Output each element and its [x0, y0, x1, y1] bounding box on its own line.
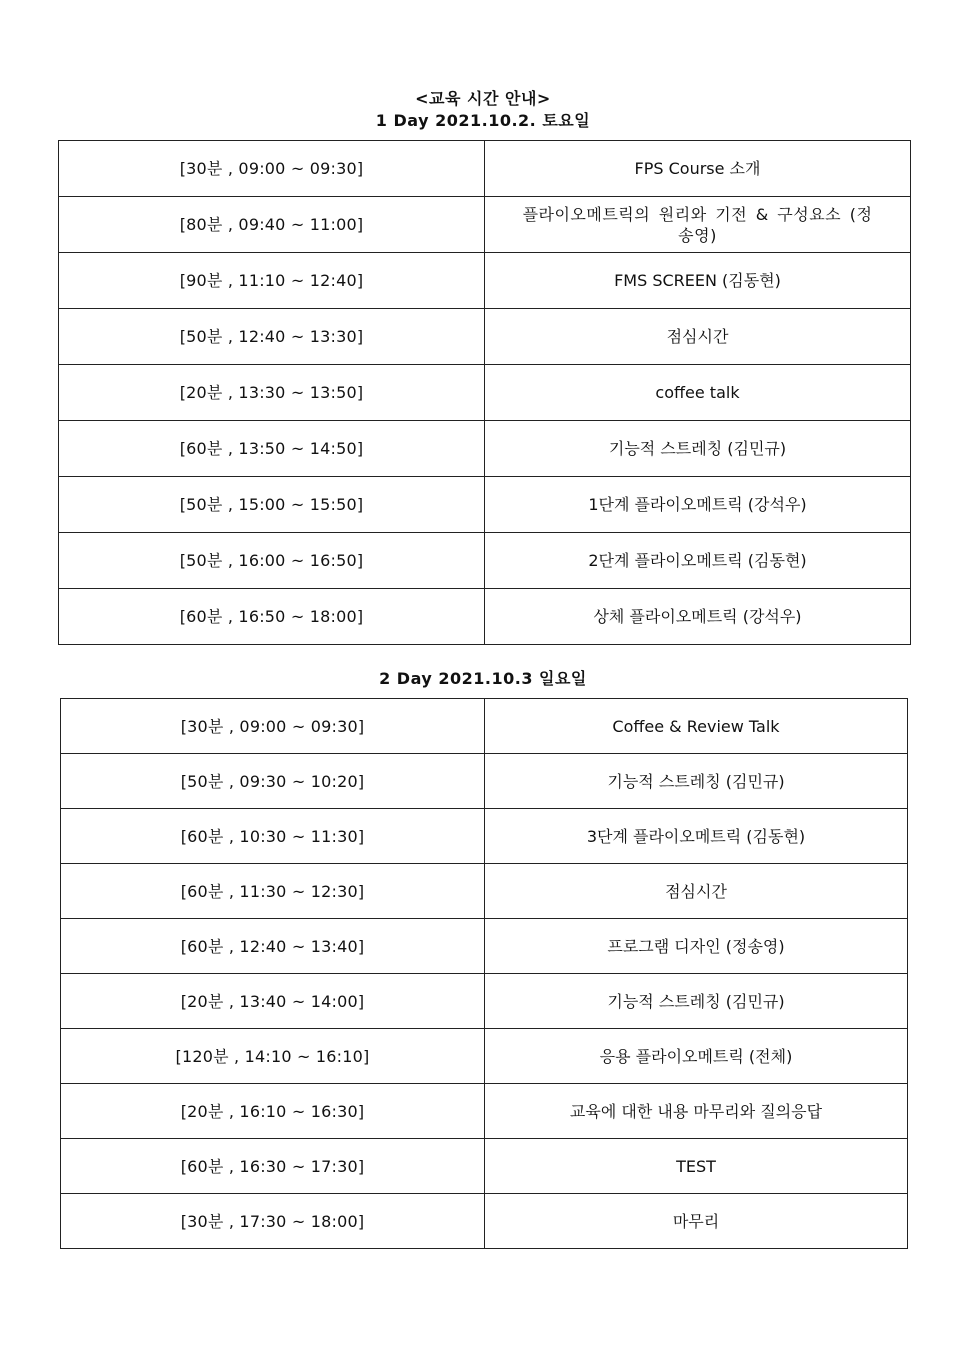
table-row: [59, 253, 911, 309]
day1-heading: 1 Day 2021.10.2. 토요일: [375, 111, 591, 130]
time-cell: [20분 , 13:40 ~ 14:00]: [61, 974, 485, 1029]
session-cell: 2단계 플라이오메트릭 (김동현): [485, 533, 911, 589]
time-cell: [80분 , 09:40 ~ 11:00]: [59, 197, 485, 253]
table-row: [61, 699, 908, 754]
session-cell: coffee talk: [485, 365, 911, 421]
session-cell: 응용 플라이오메트릭 (전체): [485, 1029, 908, 1084]
time-cell: [60분 , 13:50 ~ 14:50]: [59, 421, 485, 477]
time-cell: [60분 , 11:30 ~ 12:30]: [61, 864, 485, 919]
day2-schedule-body: [61, 699, 908, 1249]
time-cell: [30분 , 09:00 ~ 09:30]: [59, 141, 485, 197]
document-header: [0, 88, 966, 132]
time-cell: [50분 , 09:30 ~ 10:20]: [61, 754, 485, 809]
session-cell: 플라이오메트릭의 원리와 기전 & 구성요소 (정송영): [485, 197, 911, 253]
time-cell: [120분 , 14:10 ~ 16:10]: [61, 1029, 485, 1084]
time-cell: [30분 , 17:30 ~ 18:00]: [61, 1194, 485, 1249]
session-cell: FMS SCREEN (김동현): [485, 253, 911, 309]
day2-heading: 2 Day 2021.10.3 일요일: [379, 669, 587, 688]
time-cell: [60분 , 16:30 ~ 17:30]: [61, 1139, 485, 1194]
session-cell: 교육에 대한 내용 마무리와 질의응답: [485, 1084, 908, 1139]
table-row: [61, 809, 908, 864]
table-row: [59, 421, 911, 477]
session-cell: 마무리: [485, 1194, 908, 1249]
table-row: [61, 864, 908, 919]
table-row: [61, 754, 908, 809]
table-row: [61, 1029, 908, 1084]
time-cell: [60분 , 16:50 ~ 18:00]: [59, 589, 485, 645]
time-cell: [50분 , 16:00 ~ 16:50]: [59, 533, 485, 589]
time-cell: [60분 , 10:30 ~ 11:30]: [61, 809, 485, 864]
session-cell: 상체 플라이오메트릭 (강석우): [485, 589, 911, 645]
table-row: [59, 141, 911, 197]
session-cell: 점심시간: [485, 864, 908, 919]
time-cell: [60분 , 12:40 ~ 13:40]: [61, 919, 485, 974]
day1-schedule-body: [59, 141, 911, 645]
table-row: [61, 919, 908, 974]
day1-schedule-table: [58, 140, 911, 645]
session-cell: TEST: [485, 1139, 908, 1194]
document-title: <교육 시간 안내>: [415, 89, 551, 108]
session-cell: 1단계 플라이오메트릭 (강석우): [485, 477, 911, 533]
session-cell: 기능적 스트레칭 (김민규): [485, 421, 911, 477]
table-row: [61, 1194, 908, 1249]
session-cell: 기능적 스트레칭 (김민규): [485, 754, 908, 809]
time-cell: [20분 , 16:10 ~ 16:30]: [61, 1084, 485, 1139]
table-row: [59, 533, 911, 589]
session-cell: 점심시간: [485, 309, 911, 365]
table-row: [59, 365, 911, 421]
table-row: [61, 1139, 908, 1194]
session-cell: 프로그램 디자인 (정송영): [485, 919, 908, 974]
table-row: [59, 477, 911, 533]
session-cell: FPS Course 소개: [485, 141, 911, 197]
time-cell: [20분 , 13:30 ~ 13:50]: [59, 365, 485, 421]
session-cell: Coffee & Review Talk: [485, 699, 908, 754]
table-row: [59, 309, 911, 365]
table-row: [61, 974, 908, 1029]
table-row: [61, 1084, 908, 1139]
day2-schedule-table: [60, 698, 908, 1249]
time-cell: [50분 , 15:00 ~ 15:50]: [59, 477, 485, 533]
day2-heading-block: [0, 668, 966, 690]
table-row: [59, 197, 911, 253]
time-cell: [90분 , 11:10 ~ 12:40]: [59, 253, 485, 309]
table-row: [59, 589, 911, 645]
session-cell: 기능적 스트레칭 (김민규): [485, 974, 908, 1029]
session-cell: 3단계 플라이오메트릭 (김동현): [485, 809, 908, 864]
time-cell: [50분 , 12:40 ~ 13:30]: [59, 309, 485, 365]
time-cell: [30분 , 09:00 ~ 09:30]: [61, 699, 485, 754]
